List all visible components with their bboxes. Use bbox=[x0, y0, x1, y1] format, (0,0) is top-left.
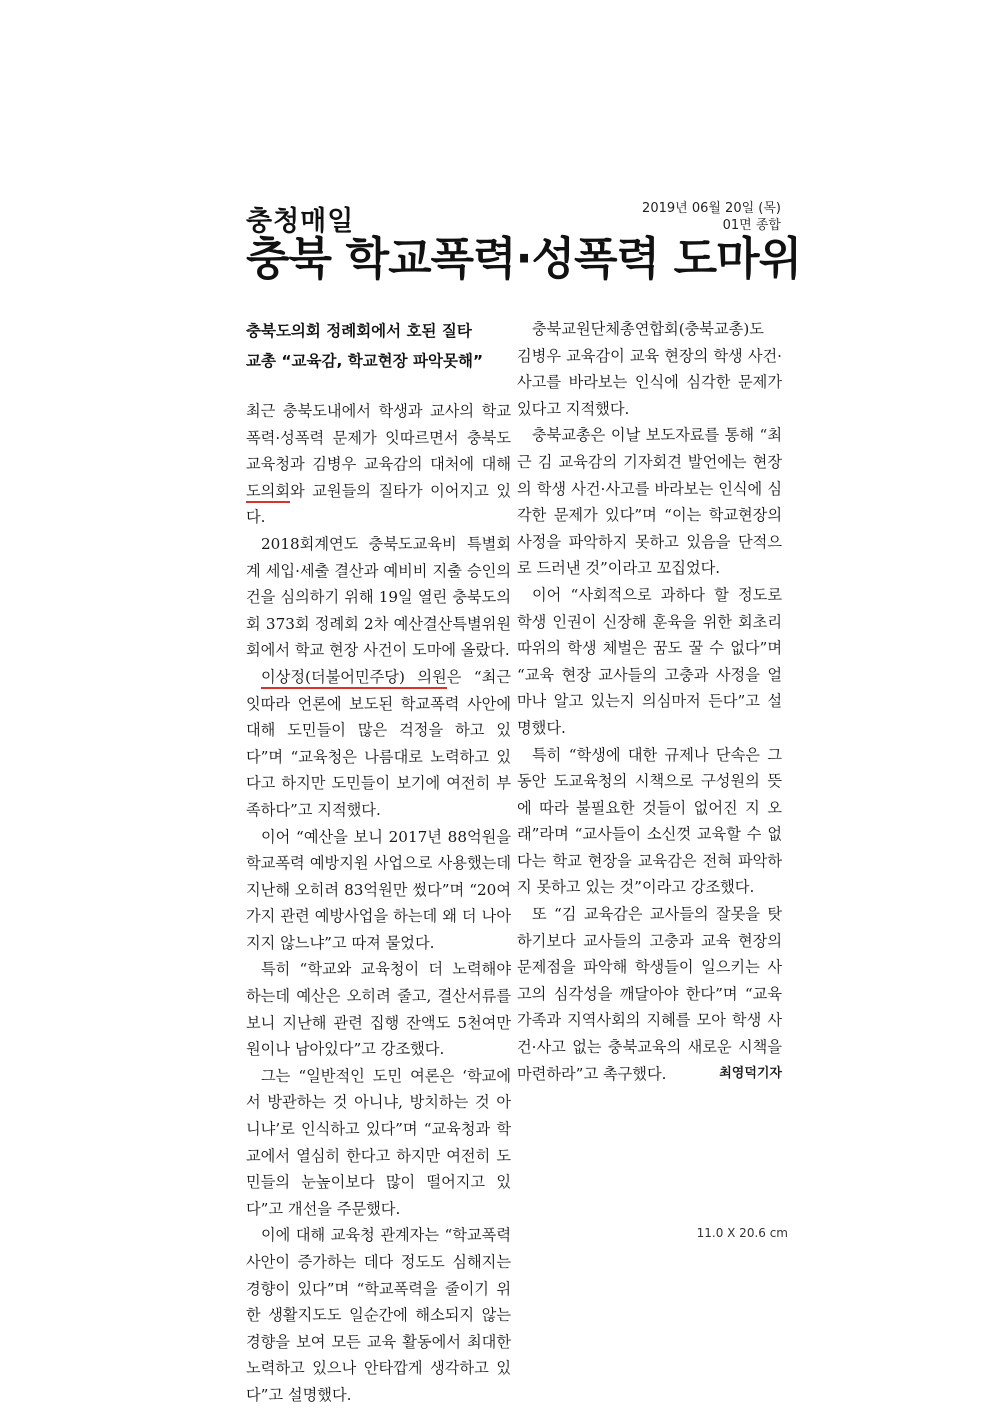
page-section: 01면 종합 bbox=[722, 218, 781, 233]
paragraph-12-text: 또 “김 교육감은 교사들의 잘못을 탓하기보다 교사들의 고충과 교육 현장의 문제점을 파악해 학생들이 일으키는 사고의 심각성을 깨달아야 한다”며 “교육가족과 지역사회의 지혜를 모아 학생 사건·사고 없는 충북교육의 새로운 시책을 마련하라”고 촉구했다. bbox=[517, 905, 782, 1083]
byline: 최영덕기자 bbox=[719, 1065, 782, 1081]
paragraph-5: 특히 “학교와 교육청이 더 노력해야 하는데 예산은 오히려 줄고, 결산서류를 보니 지난해 관련 집행 잔액도 5천여만원이나 남아있다”고 강조했다. bbox=[246, 960, 511, 1059]
highlight-council-member: 이상정(더불어민주당) 의원 bbox=[261, 668, 447, 689]
paragraph-11: 특히 “학생에 대한 규제나 단속은 그동안 도교육청의 시책으로 구성원의 뜻에 따라 불필요한 것들이 없어진 지 오래”라며 “교사들이 소신껏 교육할 수 없다는 학교 현장을 교육감은 전혀 파악하지 못하고 있는 것”이라고 강조했다. bbox=[517, 745, 782, 897]
paragraph-2: 2018회계연도 충북도교육비 특별회계 세입·세출 결산과 예비비 지출 승인의 건을 심의하기 위해 19일 열린 충북도의회 373회 정례회 2차 예산결산특별위원회에서 학교 현장 사건이 도마에 올랐다. bbox=[246, 534, 511, 660]
subheadline-2: 교총 “교육감, 학교현장 파악못해” bbox=[246, 352, 484, 370]
paragraph-10: 이어 “사회적으로 과하다 할 정도로 학생 인권이 신장해 훈육을 위한 회초리 따위의 학생 체벌은 꿈도 꿀 수 없다”며 “교육 현장 교사들의 고충과 사정을 얼마나 알고 있는지 의심마저 든다”고 설명했다. bbox=[517, 585, 782, 737]
paragraph-6: 그는 “일반적인 도민 여론은 ‘학교에서 방관하는 것 아니냐, 방치하는 것 아니냐’로 인식하고 있다”며 “교육청과 학교에서 열심히 한다고 하지만 여전히 도민들의 눈높이보다 많이 떨어지고 있다”고 개선을 주문했다. bbox=[246, 1066, 511, 1218]
paragraph-8: 충북교원단체총연합회(충북교총)도 김병우 교육감이 교육 현장의 학생 사건·사고를 바라보는 인식에 심각한 문제가 있다고 지적했다. bbox=[517, 320, 782, 418]
paragraph-9: 충북교총은 이날 보도자료를 통해 “최근 김 교육감의 기자회견 발언에는 현장의 학생 사건·사고를 바라보는 인식에 심각한 문제가 있다”며 “이는 학교현장의 사정을 파악하지 못하고 있음을 단적으로 드러낸 것”이라고 꼬집었다. bbox=[517, 426, 782, 578]
article-column-right bbox=[517, 316, 782, 1087]
paragraph-3 bbox=[246, 664, 511, 824]
paragraph-4: 이어 “예산을 보니 2017년 88억원을 학교폭력 예방지원 사업으로 사용했는데 지난해 오히려 83억원만 썼다”며 “20여가지 관련 예방사업을 하는데 왜 더 나아지지 않느냐”고 따져 물었다. bbox=[246, 827, 511, 952]
paragraph-12 bbox=[517, 901, 782, 1087]
clipping-size: 11.0 X 20.6 cm bbox=[696, 1226, 788, 1240]
highlight-provincial-council: 도의회 bbox=[246, 482, 290, 503]
paragraph-7: 이에 대해 교육청 관계자는 “학교폭력 사안이 증가하는 데다 정도도 심해지는 경향이 있다”며 “학교폭력을 줄이기 위한 생활지도도 일순간에 해소되지 않는 경향을 보여 모든 교육 활동에서 최대한 노력하고 있으나 안타깝게 생각하고 있다”고 설명했다. bbox=[246, 1226, 511, 1404]
paragraph-1-text-a: 최근 충북도내에서 학생과 교사의 학교폭력·성폭력 문제가 잇따르면서 충북도교육청과 김병우 교육감의 대처에 대해 bbox=[246, 402, 511, 474]
article-headline: 충북 학교폭력·성폭력 도마위 bbox=[246, 232, 802, 285]
newspaper-name: 충청매일 bbox=[246, 206, 355, 237]
paragraph-1-text-b: 와 교원들의 질타가 이어지고 있다. bbox=[246, 481, 511, 527]
paragraph-1 bbox=[246, 398, 511, 531]
subheadline-block bbox=[246, 316, 511, 376]
article-column-left bbox=[246, 316, 511, 1409]
publish-date: 2019년 06월 20일 (목) bbox=[642, 201, 781, 216]
paragraph-3-text: 은 “최근 잇따라 언론에 보도된 학교폭력 사안에 대해 도민들이 많은 걱정을 하고 있다”며 “교육청은 나름대로 노력하고 있다고 하지만 도민들이 보기에 여전히 부족하다”고 지적했다. bbox=[246, 667, 512, 819]
subheadline-1: 충북도의회 정례회에서 호된 질타 bbox=[246, 322, 472, 340]
